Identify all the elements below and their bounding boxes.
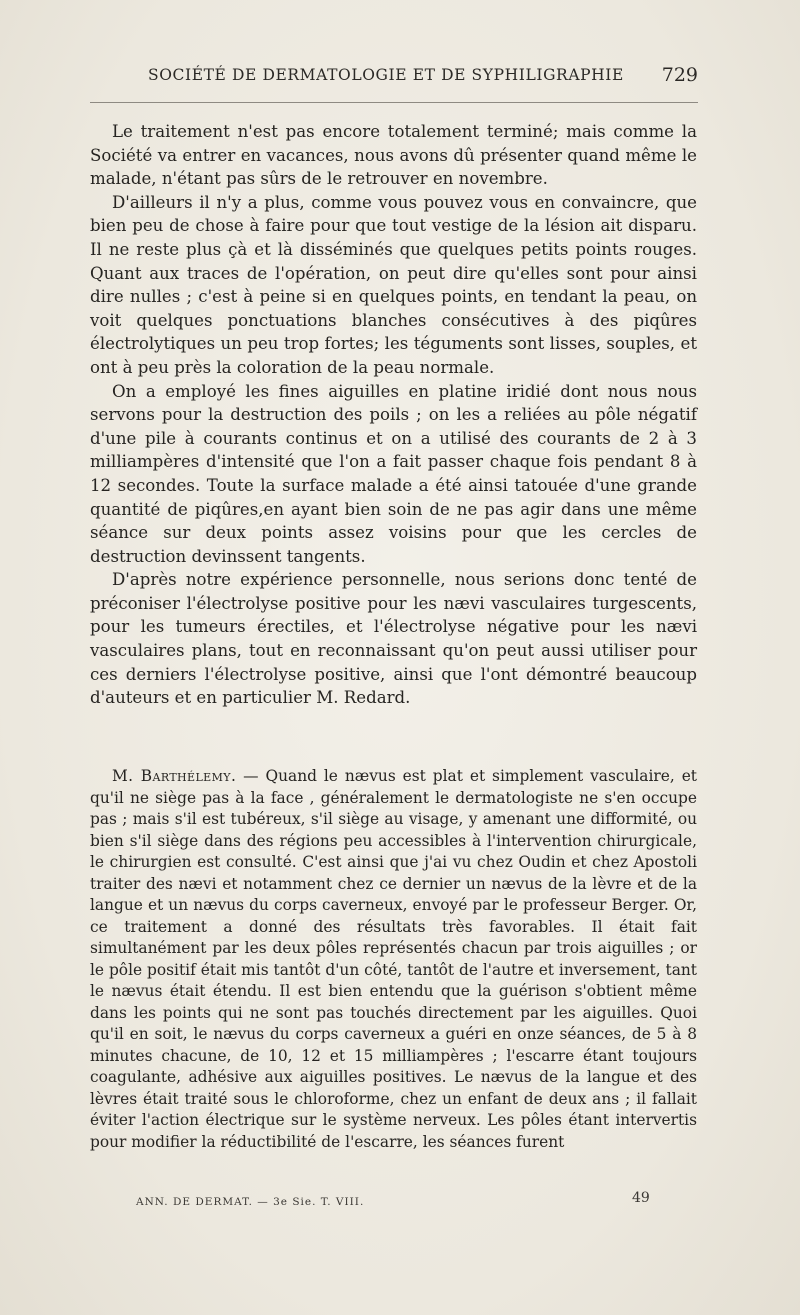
section-continued-text [90,120,697,710]
paragraph: D'ailleurs il n'y a plus, comme vous pouvez vous en convaincre, que bien peu de chose à faire pour que tout vestige de la lésion ait disparu. Il ne reste plus çà et là disséminés que quelques petits points rouges. Quant aux traces de l'opération, on peut dire qu'elles sont pour ainsi dire nulles ; c'est à peine si en quelques points, en tendant la peau, on voit quelques ponctuations blanches consécutives à des piqûres électrolytiques un peu trop fortes; les téguments sont lisses, souples, et ont à peu près la coloration de la peau normale. [90,192,697,377]
speaker-name: M. Barthélemy. [112,767,237,785]
paragraph: D'après notre expérience personnelle, nous serions donc tenté de préconiser l'électrolyse positive pour les nævi vasculaires turgescents, pour les tumeurs érectiles, et l'électrolyse négative pour les nævi vasculaires plans, tout en reconnaissant qu'on peut aussi utiliser pour ces derniers l'électrolyse positive, ainsi que l'ont démontré beaucoup d'auteurs et en particulier M. Redard. [90,570,697,708]
running-header [90,66,710,96]
header-title: SOCIÉTÉ DE DERMATOLOGIE ET DE SYPHILIGRAPHIE [148,66,624,84]
page-number: 729 [661,64,698,86]
discussion-paragraph [90,766,697,1153]
paragraph: Le traitement n'est pas encore totalement terminé; mais comme la Société va entrer en vacances, nous avons dû présenter quand même le malade, n'étant pas sûrs de le retrouver en novembre. [90,122,697,189]
paragraph: On a employé les fines aiguilles en platine iridié dont nous nous servons pour la destruction des poils ; on les a reliées au pôle négatif d'une pile à courants continus et on a utilisé des courants de 2 à 3 milliampères d'intensité que l'on a fait passer chaque fois pendant 8 à 12 secondes. Toute la surface malade a été ainsi tatouée d'une grande quantité de piqûres,en ayant bien soin de ne pas agir dans une même séance sur deux points assez voisins pour que les cercles de destruction devinssent tangents. [90,381,697,566]
discussion-section [90,766,697,1153]
journal-reference: ANN. DE DERMAT. — 3e Sie. T. VIII. [136,1196,365,1208]
page-footer [136,1190,656,1214]
signature-mark: 49 [632,1190,650,1206]
header-rule [90,102,698,103]
discussion-text: — Quand le nævus est plat et simplement vasculaire, et qu'il ne siège pas à la face , généralement le dermatologiste ne s'en occupe pas ; mais s'il est tubéreux, s'il siège au visage, y amenant une difformité, ou bien s'il siège dans des régions peu accessibles à l'intervention chirurgicale, le chirurgien est consulté. C'est ainsi que j'ai vu chez Oudin et chez Apostoli traiter des nævi et notamment chez ce dernier un nævus de la lèvre et de la langue et un nævus du corps caverneux, envoyé par le professeur Berger. Or, ce traitement a donné des résultats très favorables. Il était fait simultanément par les deux pôles représentés chacun par trois aiguilles ; or le pôle positif était mis tantôt d'un côté, tantôt de l'autre et inversement, tant le nævus était étendu. Il est bien entendu que la guérison s'obtient même dans les points qui ne sont pas touchés directement par les aiguilles. Quoi qu'il en soit, le nævus du corps caverneux a guéri en onze séances, de 5 à 8 minutes chacune, de 10, 12 et 15 milliampères ; l'escarre étant toujours coagulante, adhésive aux aiguilles positives. Le nævus de la langue et des lèvres était traité sous le chloroforme, chez un enfant de deux ans ; il fallait éviter l'action électrique sur le système nerveux. Les pôles étant intervertis pour modifier la réductibilité de l'escarre, les séances furent [90,767,697,1151]
